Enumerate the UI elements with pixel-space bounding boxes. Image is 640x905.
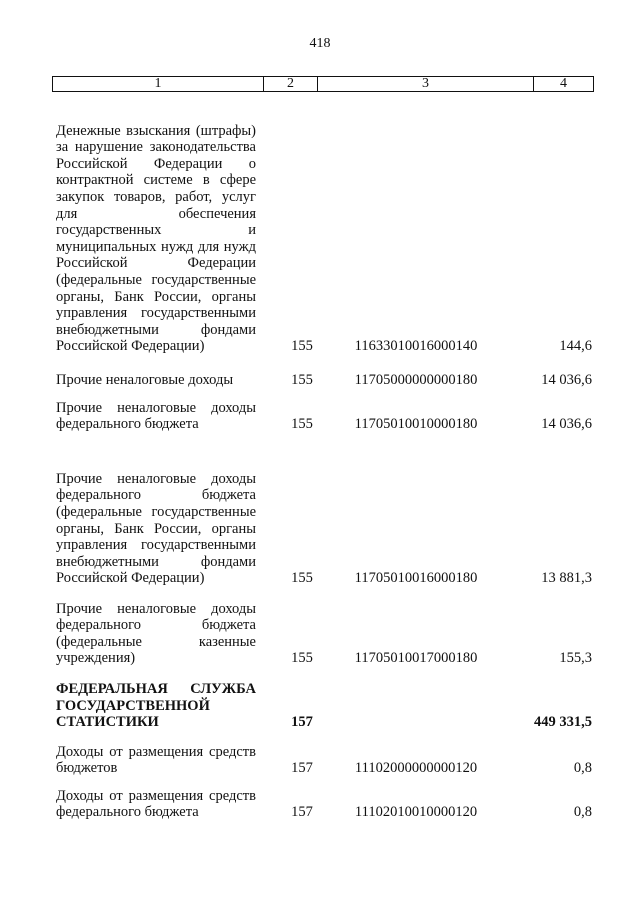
table-row <box>56 451 594 587</box>
row-code: 157 <box>291 804 313 821</box>
row-name: Денежные взыскания (штрафы) за нарушение законодательства Российской Федерации о контрактной системе в сфере закупок товаров, работ, услуг для обеспечения государственных и муниципальных нужд для нужд Российской Федерации (федеральные государственные органы, Банк России, органы управления государственными внебюджетными фондами Российской Федерации) <box>56 122 256 355</box>
row-amount: 14 036,6 <box>541 416 592 433</box>
row-kbk: 11102010010000120 <box>354 804 478 821</box>
row-kbk: 11705010017000180 <box>354 650 478 667</box>
row-code: 157 <box>291 714 313 731</box>
row-kbk: 11705010010000180 <box>354 416 478 433</box>
row-amount: 13 881,3 <box>541 570 592 587</box>
row-name: Прочие неналоговые доходы федерального бюджета <box>56 399 256 433</box>
table-row <box>56 93 594 355</box>
row-name: Прочие неналоговые доходы <box>56 372 234 389</box>
table-row <box>56 679 594 731</box>
row-kbk: 11705010016000180 <box>354 570 478 587</box>
row-kbk: 11102000000000120 <box>354 760 478 777</box>
table-row <box>56 363 594 389</box>
table-row <box>56 597 594 667</box>
row-kbk: 11633010016000140 <box>354 338 478 355</box>
row-code: 155 <box>291 650 313 667</box>
row-name: Прочие неналоговые доходы федерального бюджета (федеральные казенные учреждения) <box>56 600 256 667</box>
row-name: ФЕДЕРАЛЬНАЯ СЛУЖБА ГОСУДАРСТВЕННОЙ СТАТИСТИКИ <box>56 681 256 731</box>
table-body <box>56 93 594 821</box>
table-row <box>56 743 594 777</box>
row-name: Прочие неналоговые доходы федерального бюджета (федеральные государственные органы, Банк России, органы управления государственными внебюджетными фондами Российской Федерации) <box>56 470 256 587</box>
row-amount: 144,6 <box>559 338 592 355</box>
row-name: Доходы от размещения средств федерального бюджета <box>56 787 256 821</box>
header-col-1: 1 <box>53 77 264 91</box>
row-amount: 0,8 <box>573 760 592 777</box>
row-code: 155 <box>291 372 313 389</box>
row-code: 155 <box>291 338 313 355</box>
header-col-4: 4 <box>560 76 567 91</box>
row-amount: 155,3 <box>559 650 592 667</box>
table-header <box>52 76 594 92</box>
header-col-2: 2 <box>264 77 318 91</box>
row-kbk: 11705000000000180 <box>354 372 478 389</box>
row-amount: 14 036,6 <box>541 372 592 389</box>
row-name: Доходы от размещения средств бюджетов <box>56 743 256 777</box>
row-amount: 0,8 <box>573 804 592 821</box>
row-code: 155 <box>291 570 313 587</box>
table-row <box>56 399 594 433</box>
table-row <box>56 787 594 821</box>
row-code: 157 <box>291 760 313 777</box>
header-col-3: 3 <box>318 77 534 91</box>
page-number: 418 <box>309 36 331 51</box>
row-amount: 449 331,5 <box>534 714 592 731</box>
row-code: 155 <box>291 416 313 433</box>
